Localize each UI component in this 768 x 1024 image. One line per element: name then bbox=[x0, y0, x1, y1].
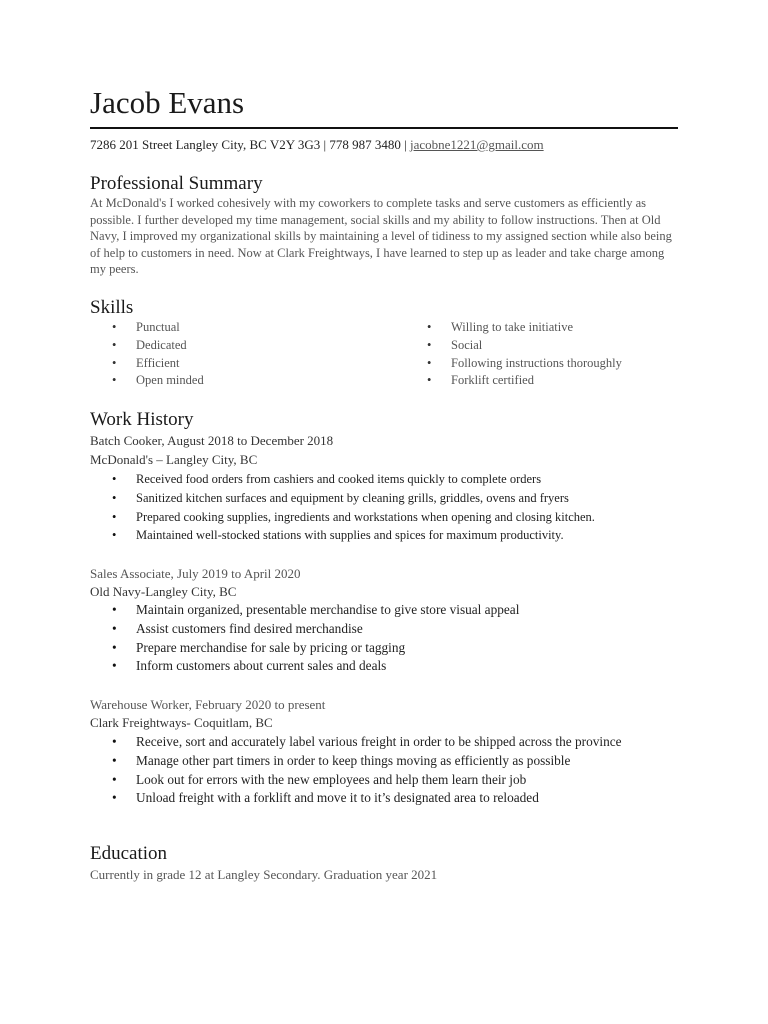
education-heading: Education bbox=[90, 843, 168, 864]
work-history-heading: Work History bbox=[90, 409, 194, 430]
education-text: Currently in grade 12 at Langley Secondary. Graduation year 2021 bbox=[90, 867, 438, 882]
skill-item: • Social bbox=[427, 337, 622, 355]
duty-item: • Receive, sort and accurately label various freight in order to be shipped across the province bbox=[112, 733, 632, 752]
skill-item: • Dedicated bbox=[112, 337, 204, 355]
summary-heading: Professional Summary bbox=[90, 173, 263, 194]
address: 7286 201 Street Langley City, BC V2Y 3G3 bbox=[90, 137, 321, 152]
duty-item: • Prepare merchandise for sale by pricing or tagging bbox=[112, 639, 519, 658]
candidate-name: Jacob Evans bbox=[90, 85, 245, 120]
skills-heading: Skills bbox=[90, 297, 134, 318]
skill-item: • Following instructions thoroughly bbox=[427, 355, 622, 373]
job-duties bbox=[112, 470, 595, 545]
duty-item: • Received food orders from cashiers and cooked items quickly to complete orders bbox=[112, 470, 595, 489]
skills-list-right bbox=[427, 319, 622, 390]
duty-item: • Assist customers find desired merchandise bbox=[112, 620, 519, 639]
skills-list-left bbox=[112, 319, 204, 390]
skill-item: • Forklift certified bbox=[427, 372, 622, 390]
skill-item: • Willing to take initiative bbox=[427, 319, 622, 337]
header-divider bbox=[90, 127, 678, 129]
duty-item: • Unload freight with a forklift and move it to it’s designated area to reloaded bbox=[112, 789, 632, 808]
skill-item: • Open minded bbox=[112, 372, 204, 390]
job-role: Warehouse Worker, February 2020 to present bbox=[90, 697, 326, 712]
job-role: Batch Cooker, August 2018 to December 2018 bbox=[90, 433, 334, 448]
duty-item: • Look out for errors with the new employees and help them learn their job bbox=[112, 771, 632, 790]
duty-item: • Inform customers about current sales and deals bbox=[112, 657, 519, 676]
phone-number: 778 987 3480 bbox=[329, 137, 401, 152]
duty-item: • Maintain organized, presentable merchandise to give store visual appeal bbox=[112, 601, 519, 620]
duty-item: • Prepared cooking supplies, ingredients and workstations when opening and closing kitchen. bbox=[112, 508, 595, 527]
job-employer: Old Navy-Langley City, BC bbox=[90, 584, 237, 599]
skill-item: • Efficient bbox=[112, 355, 204, 373]
duty-item: • Maintained well-stocked stations with supplies and spices for maximum productivity. bbox=[112, 526, 595, 545]
job-role: Sales Associate, July 2019 to April 2020 bbox=[90, 566, 301, 581]
job-employer: Clark Freightways- Coquitlam, BC bbox=[90, 715, 273, 730]
duty-item: • Manage other part timers in order to keep things moving as efficiently as possible bbox=[112, 752, 632, 771]
summary-text: At McDonald's I worked cohesively with my coworkers to complete tasks and serve customers as efficiently as possible. I further developed my time management, social skills and my ability to follow instructions. Then at Old Navy, I improved my organizational skills by maintaining a level of tidiness to my assigned section while also being of help to customers in need. Now at Clark Freightways, I have learned to step up as leader and take charge among my peers. bbox=[90, 196, 672, 277]
job-duties bbox=[112, 733, 632, 808]
email-link[interactable]: jacobne1221@gmail.com bbox=[409, 137, 544, 152]
contact-line: 7286 201 Street Langley City, BC V2Y 3G3 | 778 987 3480 | jacobne1221@gmail.com bbox=[90, 137, 544, 152]
skill-item: • Punctual bbox=[112, 319, 204, 337]
job-employer: McDonald's – Langley City, BC bbox=[90, 452, 258, 467]
job-duties bbox=[112, 601, 519, 676]
duty-item: • Sanitized kitchen surfaces and equipment by cleaning grills, griddles, ovens and fryers bbox=[112, 489, 595, 508]
